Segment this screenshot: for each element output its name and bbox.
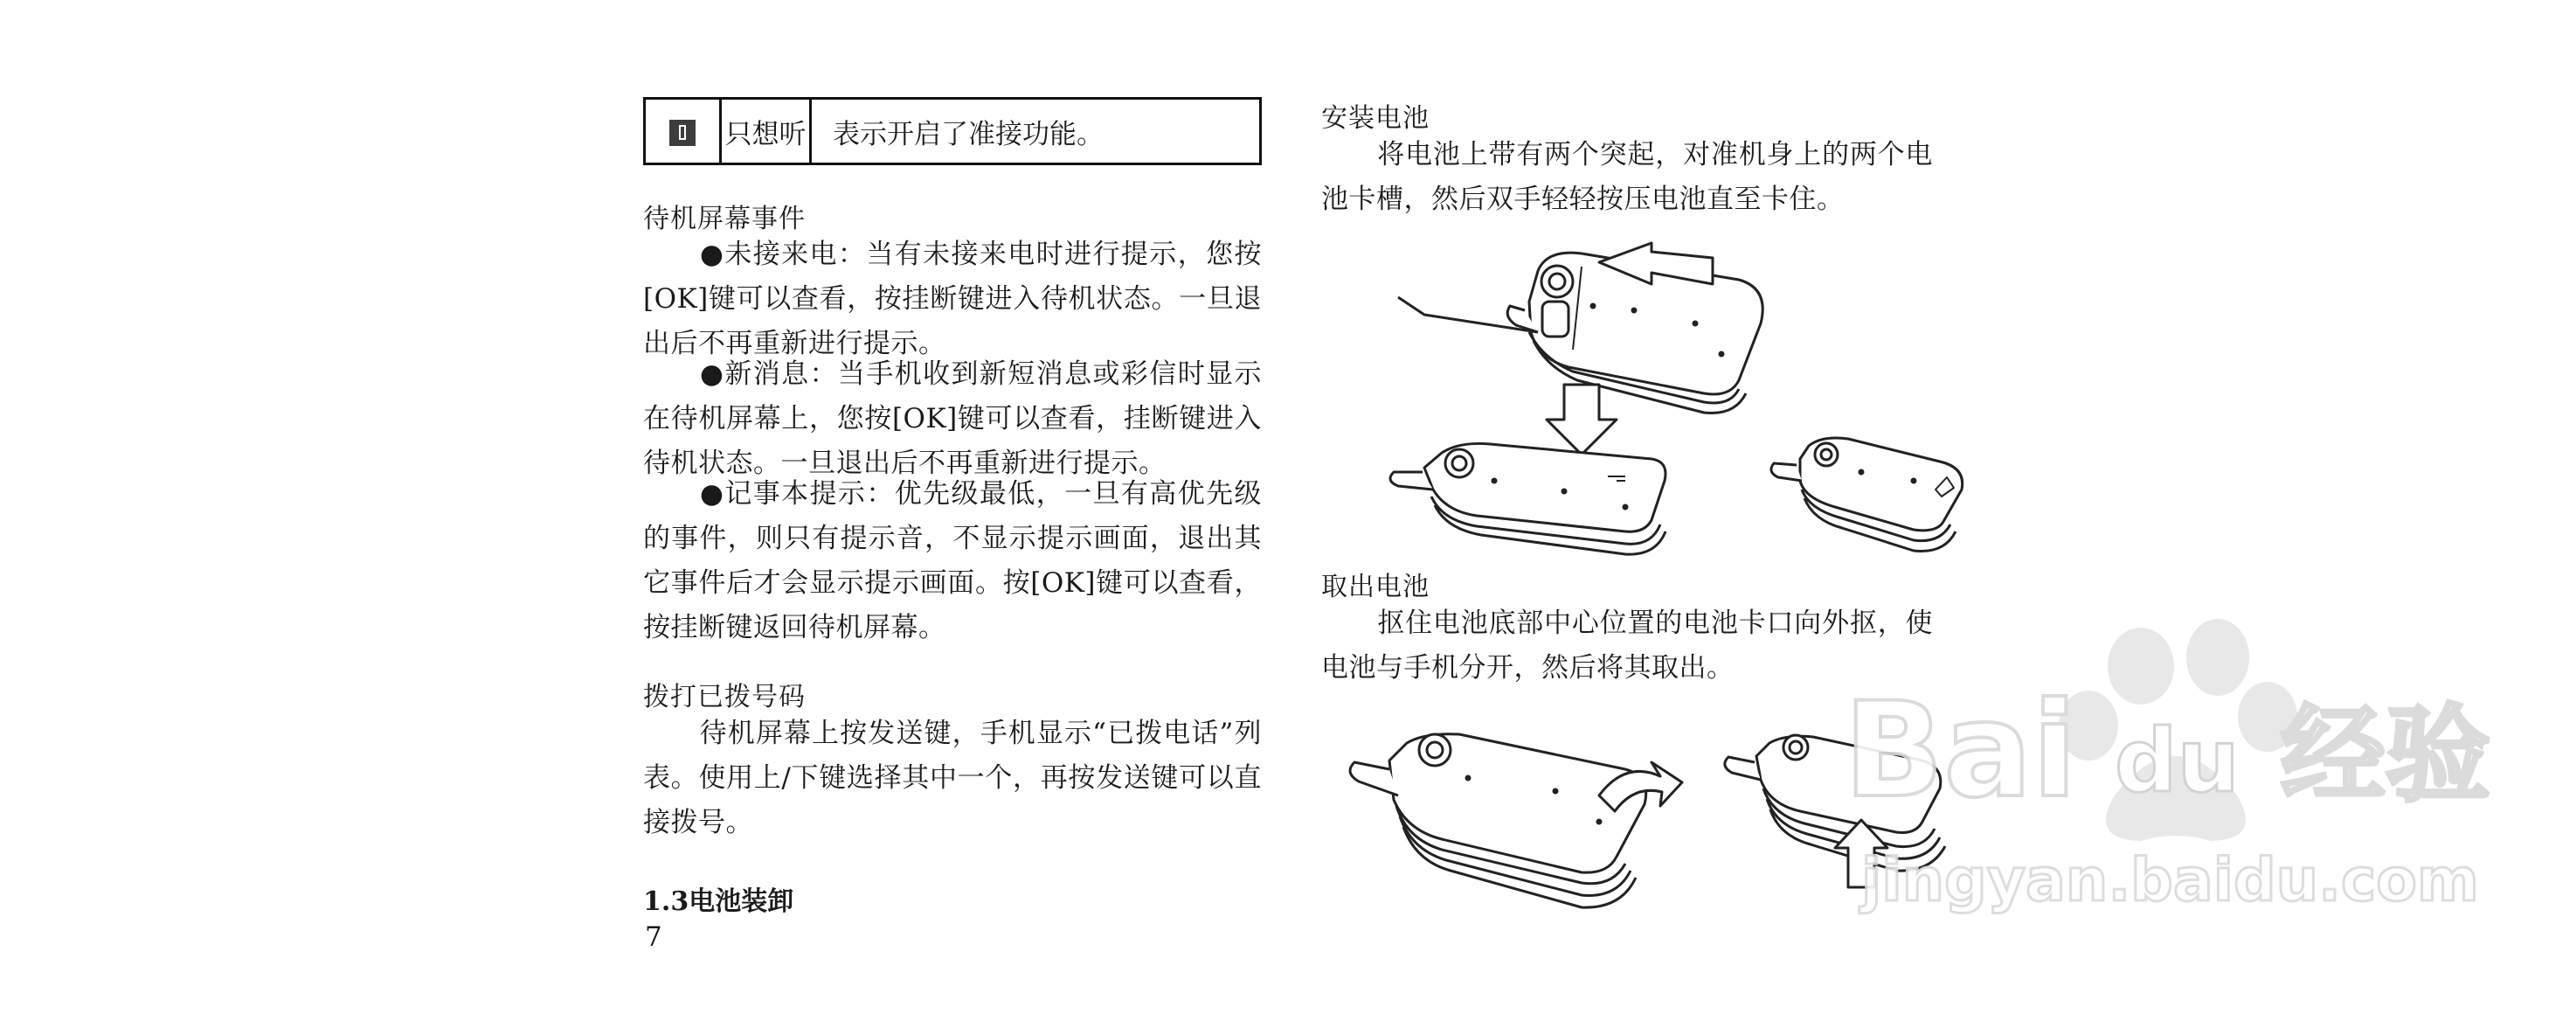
baidu-logo-left: Bai [1844,675,2077,827]
dial-heading: 拨打已拨号码 [643,682,806,712]
new-message-text: ●新消息：当手机收到新短消息或彩信时显示在待机屏幕上，您按[OK]键可以查看，挂断键进入待机状态。一旦退出后不再重新进行提示。 [643,358,1262,479]
remove-text: 抠住电池底部中心位置的电池卡口向外抠，使电池与手机分开，然后将其取出。 [1321,608,1933,684]
install-paragraph [1321,133,1933,222]
arrow-down-icon [1547,385,1617,455]
watermark-url: jingyan.baidu.com [1861,846,2479,915]
standby-heading: 待机屏幕事件 [643,204,806,234]
icon-legend-table [643,97,1262,165]
dial-paragraph [643,712,1262,845]
section-heading: 1.3电池装卸 [643,886,794,917]
icon-cell [645,99,721,164]
dial-text: 待机屏幕上按发送键，手机显示“已拨电话”列表。使用上/下键选择其中一个，再按发送键可以直接拨号。 [643,718,1262,838]
jingyan-logo-text: 经验 [2281,695,2490,816]
remove-heading: 取出电池 [1321,572,1430,602]
new-message-paragraph [643,352,1262,486]
phone-bottom-left-drawing [1390,443,1665,554]
missed-call-paragraph [643,233,1262,366]
memo-paragraph [643,472,1262,650]
listen-only-icon [669,120,696,146]
page-number: 7 [645,921,662,953]
install-heading: 安装电池 [1321,103,1430,134]
mode-cell: 只想听 [721,99,811,164]
phone-remove-left-drawing [1350,734,1682,907]
phone-bottom-right-drawing [1771,438,1963,552]
install-battery-illustration [1363,219,1975,559]
missed-call-text: ●未接来电：当有未接来电时进行提示，您按[OK]键可以查看，按挂断键进入待机状态。一旦退出后不再重新进行提示。 [643,239,1262,359]
baidu-logo-right: du [2115,710,2240,812]
memo-text: ●记事本提示：优先级最低，一旦有高优先级的事件，则只有提示音，不显示提示画面，退出其它事件后才会显示提示画面。按[OK]键可以查看，按挂断键返回待机屏幕。 [643,478,1262,643]
baidu-jingyan-watermark [1826,612,2525,944]
install-text: 将电池上带有两个突起，对准机身上的两个电池卡槽，然后双手轻轻按压电池直至卡住。 [1321,139,1933,215]
table-row [645,99,1261,164]
description-cell: 表示开启了准接功能。 [811,99,1261,164]
